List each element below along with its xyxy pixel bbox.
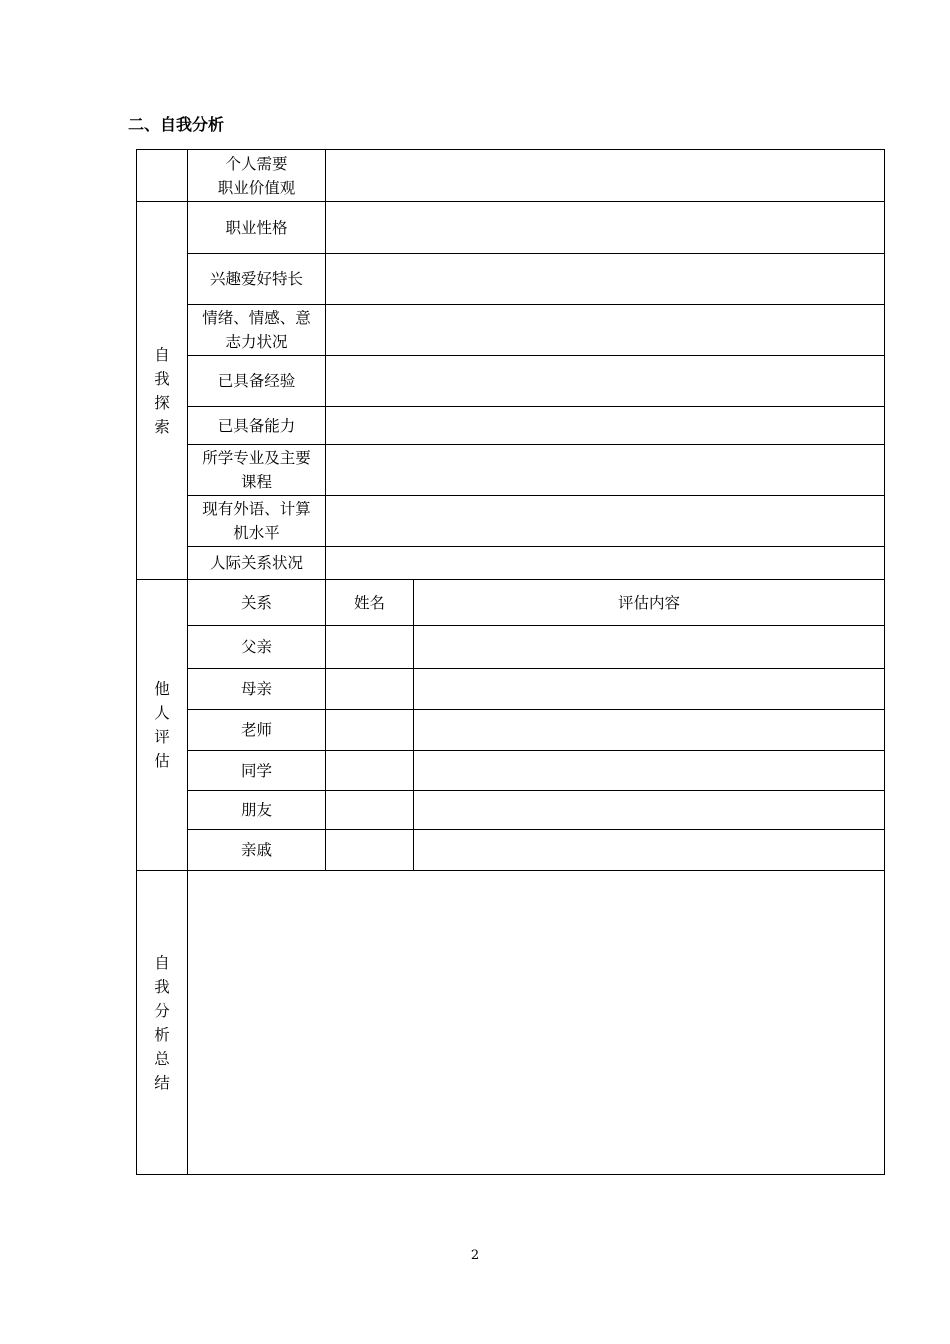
relation-cell: 朋友 xyxy=(188,791,326,830)
table-row xyxy=(137,254,885,305)
section-char: 总 xyxy=(154,1049,170,1068)
row-label-text: 职业性格 xyxy=(225,218,288,237)
table-row xyxy=(137,305,885,356)
table-row xyxy=(137,445,885,496)
value-cell[interactable] xyxy=(326,150,885,202)
row-label xyxy=(188,407,326,445)
row-label-text: 已具备经验 xyxy=(217,372,296,390)
section-char: 探 xyxy=(154,393,170,412)
table-row xyxy=(137,710,885,751)
column-header-relation: 关系 xyxy=(188,580,326,626)
content-cell[interactable] xyxy=(414,830,885,871)
relation-cell: 同学 xyxy=(188,751,326,791)
table-row xyxy=(137,547,885,580)
table-row xyxy=(137,407,885,445)
value-cell[interactable] xyxy=(326,445,885,496)
row-label xyxy=(188,150,326,202)
name-cell[interactable] xyxy=(326,710,414,751)
row-label xyxy=(188,305,326,356)
row-label xyxy=(188,254,326,305)
row-label-text: 所学专业及主要 课程 xyxy=(202,449,311,491)
section-char: 估 xyxy=(154,752,170,770)
name-cell[interactable] xyxy=(326,830,414,871)
value-cell[interactable] xyxy=(326,496,885,547)
content-cell[interactable] xyxy=(414,751,885,791)
section-char: 自 xyxy=(154,345,170,364)
value-cell[interactable] xyxy=(326,254,885,305)
content-cell[interactable] xyxy=(414,710,885,751)
section-heading: 二、自我分析 xyxy=(128,115,225,134)
section-char: 分 xyxy=(154,1001,170,1020)
table-header-row xyxy=(137,580,885,626)
table-row xyxy=(137,356,885,407)
content-cell[interactable] xyxy=(414,626,885,669)
row-label-text: 情绪、情感、意 志力状况 xyxy=(202,309,311,351)
page-number: 2 xyxy=(470,1248,480,1263)
relation-cell: 老师 xyxy=(188,710,326,751)
section-char: 索 xyxy=(154,417,170,436)
row-label xyxy=(188,202,326,254)
value-cell[interactable] xyxy=(326,356,885,407)
name-cell[interactable] xyxy=(326,626,414,669)
table-row xyxy=(137,202,885,254)
table-row xyxy=(137,669,885,710)
table-row xyxy=(137,871,885,1175)
row-label xyxy=(188,445,326,496)
table-row xyxy=(137,751,885,791)
column-header-name: 姓名 xyxy=(326,580,414,626)
section-char: 评 xyxy=(154,728,170,746)
value-cell[interactable] xyxy=(326,547,885,580)
section-char: 我 xyxy=(154,977,170,996)
content-cell[interactable] xyxy=(414,791,885,830)
blank-cell xyxy=(137,150,188,202)
column-header-content: 评估内容 xyxy=(414,580,885,626)
section-char: 自 xyxy=(154,953,170,972)
section-char: 人 xyxy=(154,704,170,722)
row-label xyxy=(188,547,326,580)
row-label-text: 人际关系状况 xyxy=(209,554,303,572)
row-label-text: 兴趣爱好特长 xyxy=(209,270,303,288)
row-label-text: 已具备能力 xyxy=(217,416,296,435)
relation-cell: 母亲 xyxy=(188,669,326,710)
row-label xyxy=(188,356,326,407)
section-char: 结 xyxy=(154,1073,170,1092)
relation-cell: 父亲 xyxy=(188,626,326,669)
table-row xyxy=(137,150,885,202)
table-row xyxy=(137,791,885,830)
section-self-explore-label xyxy=(137,202,188,580)
section-char: 他 xyxy=(154,680,170,698)
table-row xyxy=(137,830,885,871)
table-row xyxy=(137,626,885,669)
self-analysis-table xyxy=(136,149,885,1175)
value-cell[interactable] xyxy=(326,305,885,356)
summary-content-cell[interactable] xyxy=(188,871,885,1175)
section-summary-label xyxy=(137,871,188,1175)
row-label-text: 现有外语、计算 机水平 xyxy=(202,500,311,542)
name-cell[interactable] xyxy=(326,669,414,710)
value-cell[interactable] xyxy=(326,407,885,445)
section-char: 我 xyxy=(154,369,170,388)
table-row xyxy=(137,496,885,547)
name-cell[interactable] xyxy=(326,791,414,830)
row-label xyxy=(188,496,326,547)
value-cell[interactable] xyxy=(326,202,885,254)
section-others-eval-label xyxy=(137,580,188,871)
row-label-text: 个人需要 职业价值观 xyxy=(217,154,296,197)
content-cell[interactable] xyxy=(414,669,885,710)
relation-cell: 亲戚 xyxy=(188,830,326,871)
section-char: 析 xyxy=(154,1025,170,1044)
name-cell[interactable] xyxy=(326,751,414,791)
